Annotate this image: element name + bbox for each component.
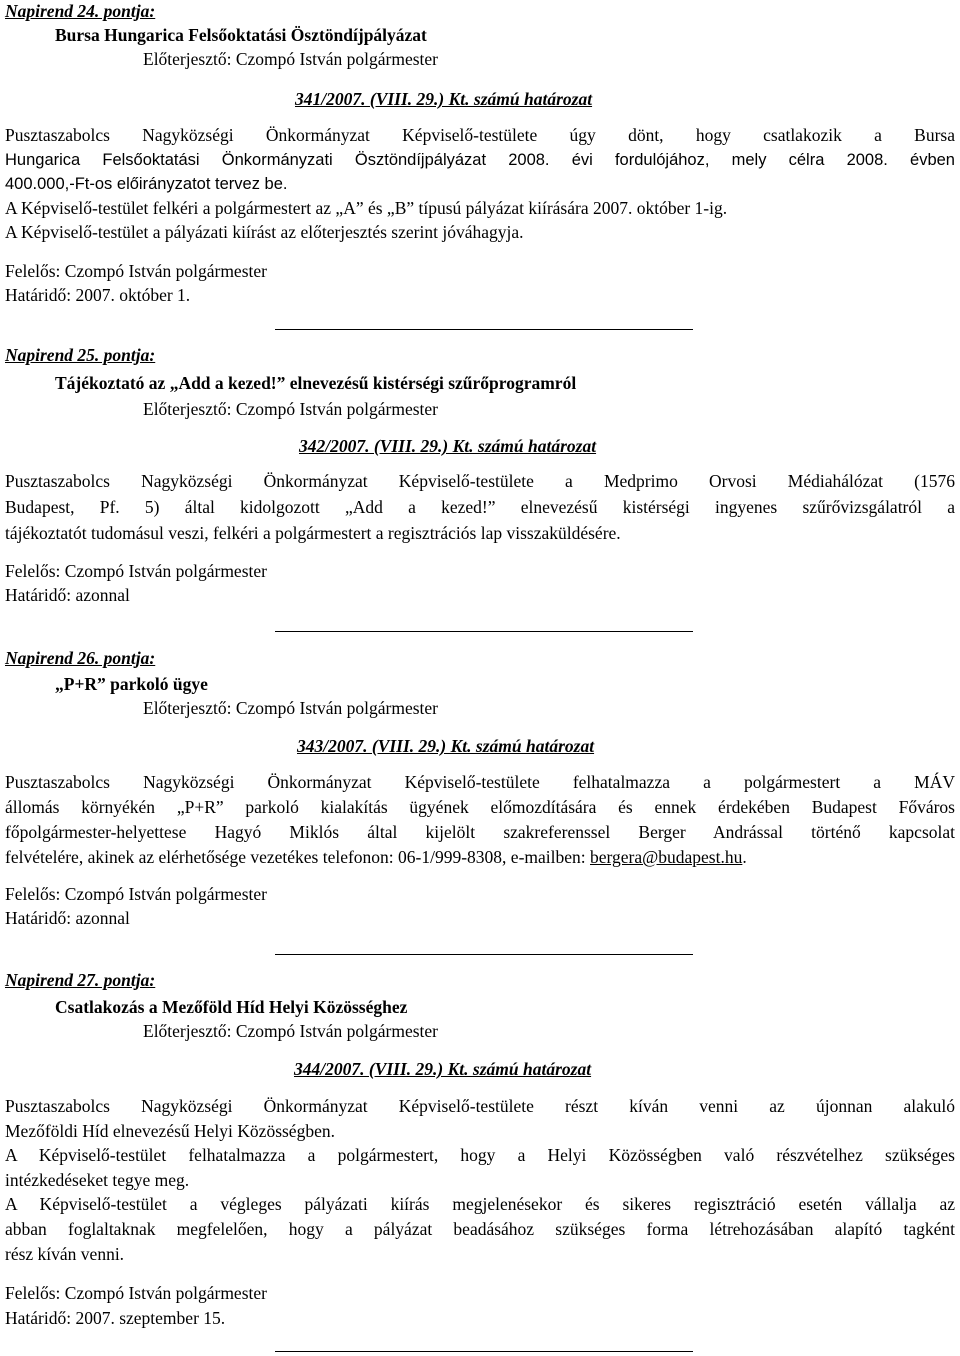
body-line: Pusztaszabolcs Nagyközségi Önkormányzat Képviselő-testülete részt kíván venni az újonnan alakuló <box>5 1096 955 1116</box>
email-link[interactable]: bergera@budapest.hu <box>590 847 743 867</box>
deadline: Határidő: 2007. szeptember 15. <box>5 1308 226 1328</box>
divider <box>275 329 693 330</box>
responsible: Felelős: Czompó István polgármester <box>5 1283 267 1303</box>
resolution-number: 342/2007. (VIII. 29.) Kt. számú határozat <box>299 436 597 456</box>
agenda-title: Tájékoztató az „Add a kezed!” elnevezésű kistérségi szűrőprogramról <box>55 373 577 393</box>
agenda-title: Bursa Hungarica Felsőoktatási Ösztöndíjpályázat <box>55 25 427 45</box>
deadline: Határidő: azonnal <box>5 908 130 928</box>
responsible: Felelős: Czompó István polgármester <box>5 261 267 281</box>
body-line: rész kíván venni. <box>5 1244 125 1264</box>
resolution-number: 343/2007. (VIII. 29.) Kt. számú határozat <box>297 736 595 756</box>
body-line: Mezőföldi Híd elnevezésű Helyi Közösségben. <box>5 1121 335 1141</box>
resolution-number: 344/2007. (VIII. 29.) Kt. számú határozat <box>294 1059 592 1079</box>
body-line: A Képviselő-testület felhatalmazza a polgármestert, hogy a Helyi Közösségben való részvételhez szükséges <box>5 1145 955 1165</box>
resolution-number: 341/2007. (VIII. 29.) Kt. számú határozat <box>295 89 593 109</box>
divider <box>275 631 693 632</box>
responsible: Felelős: Czompó István polgármester <box>5 884 267 904</box>
responsible: Felelős: Czompó István polgármester <box>5 561 267 581</box>
presenter: Előterjesztő: Czompó István polgármester <box>143 698 438 718</box>
divider <box>275 954 693 955</box>
body-line: Pusztaszabolcs Nagyközségi Önkormányzat Képviselő-testülete úgy dönt, hogy csatlakozik a Bursa <box>5 125 955 145</box>
presenter: Előterjesztő: Czompó István polgármester <box>143 399 438 419</box>
body-line: Pusztaszabolcs Nagyközségi Önkormányzat Képviselő-testülete a Medprimo Orvosi Médiahálózat (1576 <box>5 471 955 491</box>
body-line: főpolgármester-helyettese Hagyó Miklós által kijelölt szakreferenssel Berger Andrással történő kapcsolat <box>5 822 955 842</box>
body-line: állomás környékén „P+R” parkoló kialakítás ügyének előmozdítására és ennek érdekében Budapest Főváros <box>5 797 955 817</box>
presenter: Előterjesztő: Czompó István polgármester <box>143 49 438 69</box>
deadline: Határidő: 2007. október 1. <box>5 285 191 305</box>
body-line-contact <box>5 846 955 868</box>
deadline: Határidő: azonnal <box>5 585 130 605</box>
body-line: abban foglaltaknak megfelelően, hogy a pályázat beadásához szükséges forma létrehozásában alapító tagként <box>5 1219 955 1239</box>
body-line: Hungarica Felsőoktatási Önkormányzati Ösztöndíjpályázat 2008. évi fordulójához, mely célra 2008. évben <box>5 151 955 169</box>
agenda-heading: Napirend 26. pontja: <box>5 648 156 668</box>
email-suffix: . <box>742 847 747 867</box>
agenda-title: „P+R” parkoló ügye <box>55 674 208 694</box>
body-line: 400.000,-Ft-os előirányzatot tervez be. <box>5 175 288 193</box>
body-line: Budapest, Pf. 5) által kidolgozott „Add a kezed!” elnevezésű kistérségi ingyenes szűrővizsgálatról a <box>5 497 955 517</box>
body-line: A Képviselő-testület a végleges pályázati kiírás megjelenésekor és sikeres regisztráció esetén vállalja az <box>5 1194 955 1214</box>
agenda-title: Csatlakozás a Mezőföld Híd Helyi Közösséghez <box>55 997 408 1017</box>
body-line: A Képviselő-testület a pályázati kiírást az előterjesztés szerint jóváhagyja. <box>5 222 524 242</box>
body-line: A Képviselő-testület felkéri a polgármestert az „A” és „B” típusú pályázat kiírására 2007. október 1-ig. <box>5 198 728 218</box>
divider <box>275 1351 693 1352</box>
agenda-heading: Napirend 25. pontja: <box>5 345 156 365</box>
body-line: intézkedéseket tegye meg. <box>5 1170 190 1190</box>
body-line: tájékoztatót tudomásul veszi, felkéri a polgármestert a regisztrációs lap visszaküldésére. <box>5 523 621 543</box>
body-line: felvételére, akinek az elérhetősége vezetékes telefonon: 06-1/999-8308, e-mailben: <box>5 847 586 867</box>
body-line: Pusztaszabolcs Nagyközségi Önkormányzat Képviselő-testülete felhatalmazza a polgármestert a MÁV <box>5 772 955 792</box>
agenda-heading: Napirend 27. pontja: <box>5 970 156 990</box>
agenda-heading: Napirend 24. pontja: <box>5 1 156 21</box>
presenter: Előterjesztő: Czompó István polgármester <box>143 1021 438 1041</box>
